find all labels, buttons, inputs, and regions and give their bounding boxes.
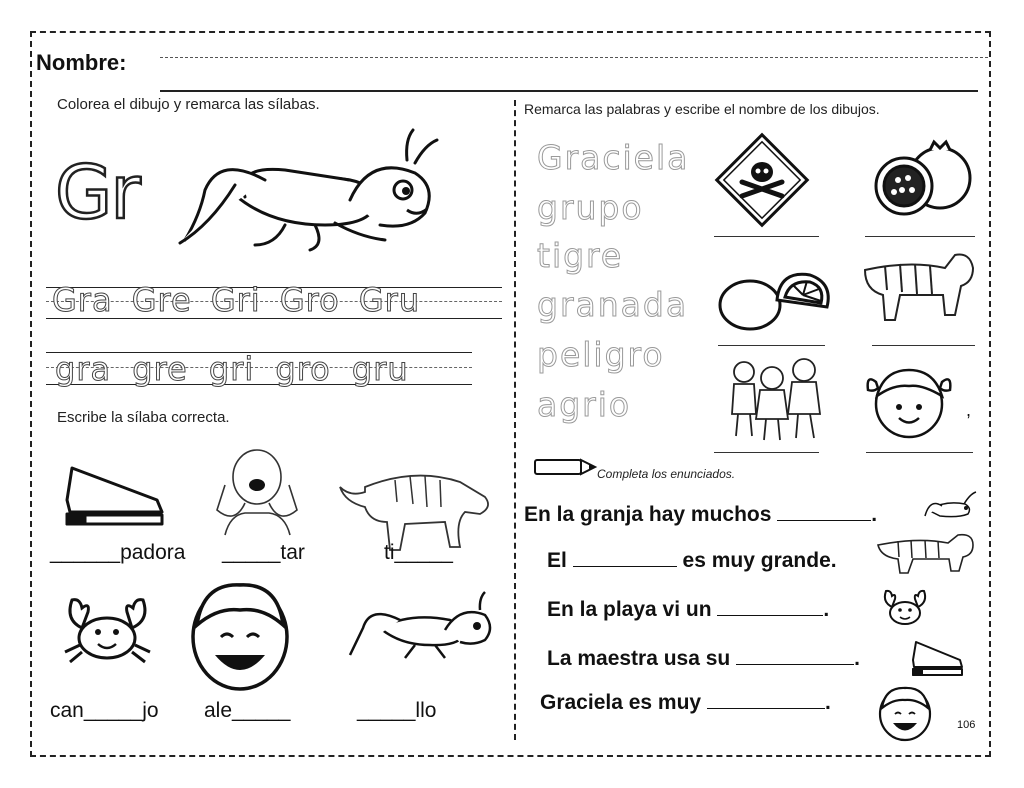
instruction-syllable: Escribe la sílaba correcta. [57,409,230,426]
girl-face-icon [862,362,957,442]
grasshopper-icon [175,125,445,255]
children-group-icon [722,354,832,444]
stray-mark: , [966,400,972,420]
stapler-icon [62,460,167,530]
danger-sign-icon [712,130,812,230]
answer-line-6[interactable] [866,452,973,453]
sentence-3: En la playa vi un . [547,598,830,621]
trace-word-2: grupo [537,188,644,227]
sentence-blank-4[interactable] [736,648,854,665]
sentence-5: Graciela es muy . [540,691,831,714]
column-divider [514,100,516,740]
pomegranate-icon [872,140,977,220]
answer-line-3[interactable] [718,345,825,346]
trace-lower-syllables: gra gre gri gro gru [55,350,409,388]
answer-line-5[interactable] [714,452,819,453]
fill-item-3: ti_____ [384,541,453,564]
sentence-blank-2[interactable] [573,550,677,567]
sentence-blank-1[interactable] [777,504,871,521]
crab-icon [880,586,930,628]
sentence-4: La maestra usa su . [547,647,860,670]
trace-word-4: granada [537,285,689,324]
trace-word-5: peligro [537,335,665,374]
fill-item-2: _____tar [222,541,305,564]
instruction-color: Colorea el dibujo y remarca las sílabas. [57,96,320,113]
big-letters-gr: Gr [55,150,139,236]
smiling-girl-icon [875,682,935,742]
name-dashed-line [160,57,988,58]
name-solid-line [160,90,978,92]
lemon-icon [715,265,835,335]
fill-item-4: can_____jo [50,699,159,722]
fill-item-1: ______padora [50,541,186,564]
shouting-boy-icon [205,445,310,540]
crab-icon [60,590,155,665]
trace-word-6: agrio [537,385,632,424]
smiling-girl-icon [183,575,298,695]
sentence-1: En la granja hay muchos . [524,503,878,526]
fill-item-5: ale_____ [204,699,291,722]
sentence-2: El es muy grande. [547,549,837,572]
tiger-icon [855,240,980,335]
fill-item-6: _____llo [357,699,437,722]
grasshopper-small-icon [345,590,500,660]
pencil-icon [533,457,598,477]
stapler-icon [910,638,965,678]
sentence-blank-5[interactable] [707,692,825,709]
trace-word-3: tigre [537,236,624,275]
page-number: 106 [957,719,976,731]
answer-line-4[interactable] [872,345,975,346]
answer-line-1[interactable] [714,236,819,237]
grasshopper-small-icon [920,486,980,526]
name-label: Nombre: [36,50,127,75]
trace-upper-syllables: Gra Gre Gri Gro Gru [52,281,421,319]
instruction-complete: Completa los enunciados. [597,467,736,481]
answer-line-2[interactable] [865,236,975,237]
tiger-icon [873,531,978,576]
instruction-words: Remarca las palabras y escribe el nombre de los dibujos. [524,101,880,117]
sentence-blank-3[interactable] [717,599,823,616]
trace-word-1: Graciela [537,138,690,177]
